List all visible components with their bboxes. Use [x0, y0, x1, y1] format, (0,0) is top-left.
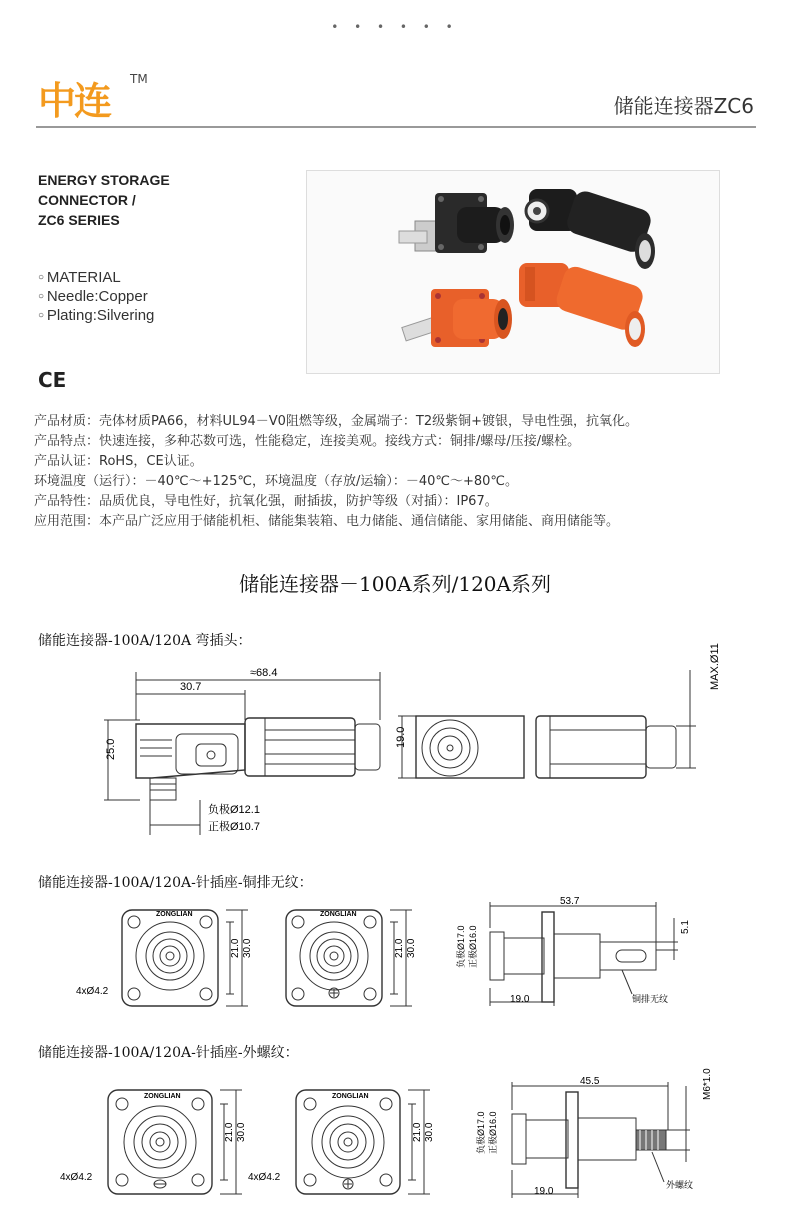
- socket1-drawing: [76, 898, 706, 1010]
- dim-holes: 4xØ4.2: [76, 986, 109, 997]
- dim-30: 30.0: [236, 1122, 247, 1142]
- black-socket-image: [399, 193, 514, 253]
- dim-21: 21.0: [412, 1122, 423, 1142]
- property-line: 产品特点：快速连接，多种芯数可选，性能稳定，连接美观。接线方式：铜排/螺母/压接/螺栓。: [34, 434, 581, 449]
- socket-neg: 负极Ø17.0: [476, 1111, 486, 1154]
- dim-height: 25.0: [105, 738, 117, 760]
- product-properties: [34, 412, 638, 532]
- dim-len: 45.5: [580, 1076, 600, 1087]
- socket-neg: 负极Ø17.0: [456, 925, 466, 968]
- plug-pos: 正极Ø10.7: [208, 821, 260, 833]
- brand-print: ZONGLIAN: [332, 1093, 369, 1100]
- socket2-drawing: [60, 1068, 713, 1210]
- socket-note: 铜排无纹: [632, 994, 669, 1004]
- dim-holes: 4xØ4.2: [60, 1172, 93, 1183]
- dim-21: 21.0: [230, 938, 241, 958]
- dim-51: 5.1: [680, 920, 691, 934]
- dim-21: 21.0: [394, 938, 405, 958]
- dim-30: 30.0: [424, 1122, 435, 1142]
- plug-drawing: [80, 643, 721, 850]
- property-line: 应用范围：本产品广泛应用于储能机柜、储能集装箱、电力储能、通信储能、家用储能、商用储能等。: [34, 514, 620, 529]
- socket-pos: 正极Ø16.0: [468, 925, 478, 968]
- page-dots: • • • • • •: [331, 20, 459, 34]
- spec-item: ○ Plating:Silvering: [38, 306, 154, 325]
- dim-len: 53.7: [560, 896, 580, 907]
- spec-list: [38, 268, 154, 325]
- english-title: ENERGY STORAGE CONNECTOR / ZC6 SERIES: [38, 172, 170, 228]
- brand-print: ZONGLIAN: [320, 911, 357, 918]
- trademark-mark: TM: [130, 72, 148, 86]
- dim-head: 30.7: [180, 681, 202, 693]
- spec-item: ○ Needle:Copper: [38, 287, 154, 306]
- dim-holes: 4xØ4.2: [248, 1172, 281, 1183]
- plug-heading: 储能连接器-100A/120A 弯插头：: [38, 633, 252, 649]
- dim-19: 19.0: [510, 994, 530, 1005]
- dim-30: 30.0: [406, 938, 417, 958]
- spec-item: ○ MATERIAL: [38, 268, 154, 287]
- brand-logo: 中连: [38, 79, 111, 123]
- dim-21: 21.0: [224, 1122, 235, 1142]
- ce-mark: CE: [38, 368, 67, 392]
- page-title: 储能连接器ZC6: [613, 94, 754, 118]
- property-line: 产品材质：壳体材质PA66，材料UL94－V0阻燃等级，金属端子：T2级紫铜+镀银，导电性强，抗氧化。: [34, 414, 639, 429]
- orange-socket-image: [402, 289, 512, 347]
- socket1-heading: 储能连接器-100A/120A-针插座-铜排无纹：: [38, 875, 313, 891]
- socket2-heading: 储能连接器-100A/120A-针插座-外螺纹：: [38, 1045, 299, 1061]
- dim-m6: M6*1.0: [702, 1068, 713, 1100]
- section-title: 储能连接器－100A系列/120A系列: [239, 572, 551, 596]
- dim-30: 30.0: [242, 938, 253, 958]
- dim-side: 19.0: [395, 726, 407, 748]
- brand-print: ZONGLIAN: [156, 911, 193, 918]
- dim-19: 19.0: [534, 1186, 554, 1197]
- socket-pos: 正极Ø16.0: [488, 1111, 498, 1154]
- dim-total: ≈68.4: [250, 667, 278, 679]
- property-line: 产品特性：品质优良，导电性好，抗氧化强，耐插拔，防护等级（对插）：IP67。: [34, 494, 498, 509]
- property-line: 环境温度（运行）：－40℃～+125℃，环境温度（存放/运输）：－40℃～+80℃。: [34, 474, 519, 489]
- product-photo: [306, 170, 720, 374]
- brand-print: ZONGLIAN: [144, 1093, 181, 1100]
- black-plug-image: [526, 188, 655, 269]
- plug-neg: 负极Ø12.1: [208, 804, 260, 816]
- socket-note: 外螺纹: [666, 1180, 694, 1190]
- header-divider: [36, 126, 756, 128]
- orange-plug-image: [519, 263, 646, 347]
- dim-max: MAX.Ø11: [709, 643, 721, 690]
- property-line: 产品认证：RoHS，CE认证。: [34, 454, 203, 469]
